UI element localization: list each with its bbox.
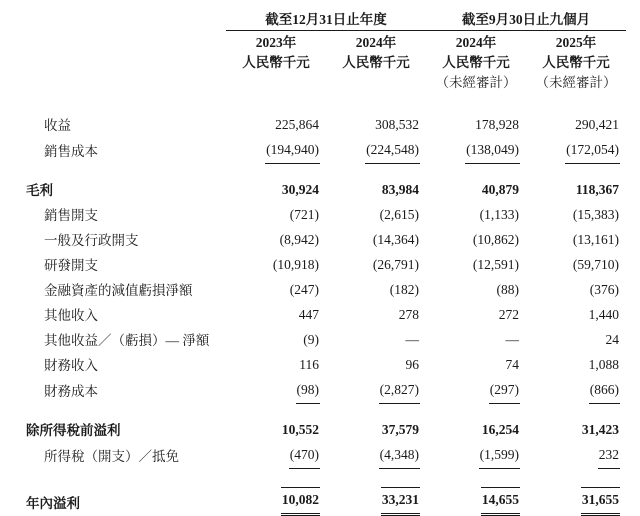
row-value-text: (59,710) — [572, 257, 619, 272]
row-value — [426, 378, 526, 404]
row-value-text: (2,615) — [379, 207, 419, 222]
row-value-text: (13,161) — [572, 232, 619, 247]
row-value — [526, 228, 626, 253]
row-value — [226, 113, 326, 138]
header-year-row — [14, 31, 626, 51]
table-row — [14, 253, 626, 278]
header-year-3: 2024年 — [455, 35, 497, 50]
header-group-annual — [226, 8, 426, 31]
header-group-annual-label: 截至12月31日止年度 — [226, 8, 426, 31]
row-value — [226, 328, 326, 353]
row-value-text: (10,862) — [472, 232, 519, 247]
row-label: 所得稅（開支）／抵免 — [44, 449, 179, 464]
row-value-text: 31,423 — [581, 422, 619, 437]
row-value — [226, 178, 326, 203]
row-value-text: (98) — [296, 378, 321, 404]
header-year-1: 2023年 — [255, 35, 297, 50]
row-value-text: 308,532 — [375, 117, 419, 132]
row-value-text: (12,591) — [472, 257, 519, 272]
header-unit-3: 人民幣千元 — [442, 55, 510, 70]
row-value-text: — — [505, 332, 519, 347]
row-label: 財務成本 — [44, 384, 98, 399]
row-value — [426, 228, 526, 253]
row-value-text: (2,827) — [379, 378, 420, 404]
row-value — [226, 228, 326, 253]
row-value — [226, 353, 326, 378]
table-row — [14, 228, 626, 253]
table-row — [14, 353, 626, 378]
row-value-text: 31,655 — [581, 487, 620, 516]
row-label: 其他收益／（虧損）— 淨額 — [44, 333, 210, 348]
row-value — [326, 328, 426, 353]
row-value — [426, 328, 526, 353]
header-unit-spacer — [14, 51, 226, 71]
row-value-text: (866) — [589, 378, 620, 404]
row-value — [526, 378, 626, 404]
row-label: 其他收入 — [44, 308, 98, 323]
row-label: 一般及行政開支 — [44, 233, 139, 248]
row-spacer — [14, 469, 626, 487]
header-unit-1: 人民幣千元 — [242, 55, 310, 70]
table-row — [14, 178, 626, 203]
row-value — [426, 353, 526, 378]
header-subnote-4: （未經審計） — [535, 75, 617, 90]
row-value — [326, 138, 426, 164]
row-value-text: (1,133) — [479, 207, 519, 222]
row-value — [226, 378, 326, 404]
row-value — [226, 278, 326, 303]
header-subnote-1 — [226, 71, 326, 91]
spacer-cell — [14, 469, 626, 487]
row-value — [526, 278, 626, 303]
row-value-text: (9) — [303, 332, 319, 347]
row-value — [526, 328, 626, 353]
row-label: 除所得稅前溢利 — [26, 423, 121, 438]
row-value-text: (247) — [289, 282, 319, 297]
row-value — [426, 178, 526, 203]
row-value-text: (297) — [489, 378, 520, 404]
row-value — [426, 303, 526, 328]
row-value-text: 30,924 — [281, 182, 319, 197]
row-value-text: 272 — [498, 307, 519, 322]
header-unit-row — [14, 51, 626, 71]
row-value — [326, 443, 426, 469]
row-label: 研發開支 — [44, 258, 98, 273]
row-spacer — [14, 404, 626, 418]
row-value-text: (182) — [389, 282, 419, 297]
table-row — [14, 378, 626, 404]
row-value — [526, 253, 626, 278]
row-value-text: (224,548) — [365, 138, 420, 164]
row-value-text: 74 — [505, 357, 519, 372]
row-value-text: 10,082 — [281, 487, 320, 516]
row-value-text: 447 — [298, 307, 319, 322]
row-value — [226, 138, 326, 164]
row-value-text: (376) — [589, 282, 619, 297]
row-value — [426, 203, 526, 228]
row-value-text: (15,383) — [572, 207, 619, 222]
row-value-text: 290,421 — [575, 117, 619, 132]
table-header — [14, 8, 626, 91]
row-value — [426, 418, 526, 443]
header-unit-4: 人民幣千元 — [542, 55, 610, 70]
row-value-text: (138,049) — [465, 138, 520, 164]
row-value — [326, 303, 426, 328]
table-row — [14, 328, 626, 353]
header-subnote-row — [14, 71, 626, 91]
header-corner-cell — [14, 8, 226, 31]
table-row — [14, 303, 626, 328]
row-value-text: 278 — [398, 307, 419, 322]
table-body — [14, 91, 626, 516]
row-value-text: (1,599) — [479, 443, 520, 469]
row-value — [426, 487, 526, 516]
spacer-cell — [14, 164, 626, 178]
row-value-text: 37,579 — [381, 422, 419, 437]
table-row — [14, 278, 626, 303]
table-row — [14, 113, 626, 138]
row-value — [326, 378, 426, 404]
row-value-text: (470) — [289, 443, 320, 469]
row-label: 年內溢利 — [26, 496, 80, 511]
header-subnote-3: （未經審計） — [435, 75, 517, 90]
row-value — [326, 278, 426, 303]
row-value-text: (26,791) — [372, 257, 419, 272]
row-value — [426, 443, 526, 469]
row-value — [526, 113, 626, 138]
row-value — [526, 303, 626, 328]
table-row — [14, 138, 626, 164]
row-value — [526, 418, 626, 443]
row-value-text: 96 — [405, 357, 419, 372]
row-value — [326, 353, 426, 378]
row-value-text: 14,655 — [481, 487, 520, 516]
table-row — [14, 487, 626, 516]
header-group-ninemonth-label: 截至9月30日止九個月 — [426, 8, 626, 31]
row-value — [226, 253, 326, 278]
row-value-text: 116 — [299, 357, 319, 372]
row-value-text: (10,918) — [272, 257, 319, 272]
row-value — [426, 138, 526, 164]
row-value — [526, 353, 626, 378]
row-label: 毛利 — [26, 183, 53, 198]
row-value — [526, 178, 626, 203]
row-label: 財務收入 — [44, 358, 98, 373]
row-label: 金融資產的減值虧損淨額 — [44, 283, 193, 298]
row-value-text: 24 — [605, 332, 619, 347]
row-value-text: 1,440 — [588, 307, 619, 322]
row-value — [326, 178, 426, 203]
header-group-row — [14, 8, 626, 31]
row-value — [326, 253, 426, 278]
row-value-text: (194,940) — [265, 138, 320, 164]
row-value — [226, 203, 326, 228]
row-label: 銷售開支 — [44, 208, 98, 223]
table-row — [14, 418, 626, 443]
row-value — [326, 487, 426, 516]
row-value-text: (14,364) — [372, 232, 419, 247]
row-spacer — [14, 164, 626, 178]
row-value-text: — — [405, 332, 419, 347]
header-body-spacer — [14, 91, 626, 113]
header-subnote-spacer — [14, 71, 226, 91]
row-value — [326, 418, 426, 443]
row-value — [526, 203, 626, 228]
table-row — [14, 443, 626, 469]
row-value-text: 40,879 — [481, 182, 519, 197]
header-year-4: 2025年 — [555, 35, 597, 50]
row-value — [526, 487, 626, 516]
row-value — [426, 253, 526, 278]
row-value-text: 1,088 — [588, 357, 619, 372]
row-value-text: (8,942) — [279, 232, 319, 247]
row-value-text: (4,348) — [379, 443, 420, 469]
row-value — [226, 418, 326, 443]
row-value — [426, 278, 526, 303]
row-label: 銷售成本 — [44, 144, 98, 159]
header-subnote-2 — [326, 71, 426, 91]
row-value-text: 178,928 — [475, 117, 519, 132]
header-year-spacer — [14, 31, 226, 51]
row-value — [326, 113, 426, 138]
row-value — [526, 138, 626, 164]
row-value-text: 16,254 — [481, 422, 519, 437]
row-value — [526, 443, 626, 469]
row-value — [326, 228, 426, 253]
row-value-text: 232 — [598, 443, 620, 469]
spacer-cell — [14, 91, 626, 113]
row-value-text: (88) — [496, 282, 519, 297]
row-value — [226, 487, 326, 516]
row-value-text: 83,984 — [381, 182, 419, 197]
row-value — [226, 443, 326, 469]
row-value-text: 33,231 — [381, 487, 420, 516]
row-value — [226, 303, 326, 328]
table-row — [14, 203, 626, 228]
header-year-2: 2024年 — [355, 35, 397, 50]
row-value-text: (172,054) — [565, 138, 620, 164]
row-value-text: 10,552 — [281, 422, 319, 437]
row-value — [326, 203, 426, 228]
financial-table — [14, 8, 626, 516]
header-group-ninemonth — [426, 8, 626, 31]
header-unit-2: 人民幣千元 — [342, 55, 410, 70]
row-value-text: 225,864 — [275, 117, 319, 132]
spacer-cell — [14, 404, 626, 418]
row-value — [426, 113, 526, 138]
row-label: 收益 — [44, 118, 71, 133]
row-value-text: (721) — [289, 207, 319, 222]
row-value-text: 118,367 — [575, 182, 619, 197]
